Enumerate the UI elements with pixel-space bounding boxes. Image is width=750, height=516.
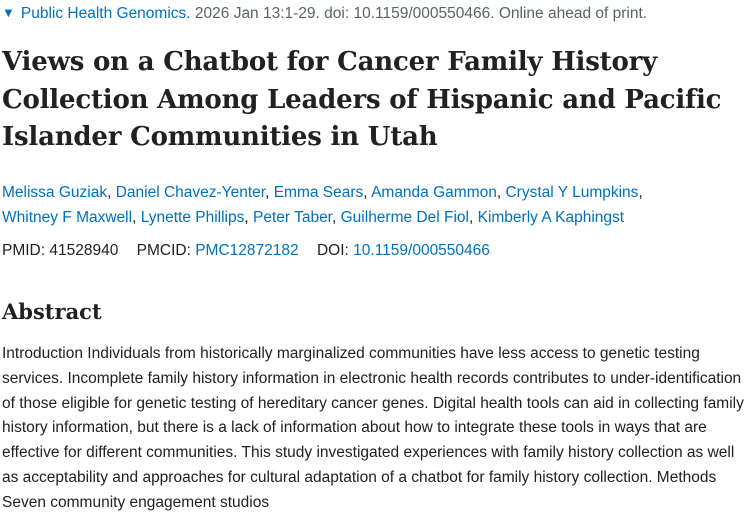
author-link[interactable]: Lynette Phillips	[140, 209, 245, 226]
author-link[interactable]: Amanda Gammon	[371, 184, 497, 201]
expand-arrow-icon[interactable]: ▼	[2, 5, 15, 20]
author-link[interactable]: Peter Taber	[253, 209, 332, 226]
pmid-label: PMID:	[2, 242, 46, 259]
pmcid-link[interactable]: PMC12872182	[195, 242, 299, 259]
author-link[interactable]: Emma Sears	[273, 184, 364, 201]
author-list: Melissa Guziak, Daniel Chavez-Yenter, Emma Sears, Amanda Gammon, Crystal Y Lumpkins, Whitney F Maxwell, Lynette Phillips, Peter Taber, Guilherme Del Fiol, Kimberly A Kaphingst	[2, 184, 643, 226]
journal-link[interactable]: Public Health Genomics.	[20, 5, 191, 22]
author-link[interactable]: Crystal Y Lumpkins	[505, 184, 639, 201]
pmid-value: 41528940	[49, 242, 119, 259]
author-link[interactable]: Kimberly A Kaphingst	[477, 209, 625, 226]
doi-label: DOI:	[316, 242, 349, 259]
pmcid-label: PMCID:	[136, 242, 191, 259]
author-link[interactable]: Guilherme Del Fiol	[340, 209, 469, 226]
author-link[interactable]: Whitney F Maxwell	[2, 209, 133, 226]
abstract-heading: Abstract	[2, 299, 102, 324]
doi-link[interactable]: 10.1159/000550466	[353, 242, 490, 259]
identifier-line	[2, 241, 490, 261]
author-link[interactable]: Melissa Guziak	[2, 184, 108, 201]
author-link[interactable]: Daniel Chavez-Yenter	[115, 184, 266, 201]
citation-details: 2026 Jan 13:1-29. doi: 10.1159/000550466. Online ahead of print.	[190, 5, 648, 22]
abstract-text: Introduction Individuals from historically marginalized communities have less access to genetic testing services. Incomplete family history information in electronic health records contributes to under-identification of those eligible for genetic testing of hereditary cancer genes. Digital health tools can aid in collecting family history information, but there is a lack of information about how to integrate these tools in ways that are effective for different communities. This study investigated experiences with family history collection as well as acceptability and approaches for cultural adaptation of a chatbot for family history collection. Methods Seven community engagement studios	[2, 345, 744, 511]
article-title: Views on a Chatbot for Cancer Family History Collection Among Leaders of Hispanic and Pacific Islander Communities in Utah	[2, 47, 722, 152]
citation-line	[2, 4, 647, 24]
